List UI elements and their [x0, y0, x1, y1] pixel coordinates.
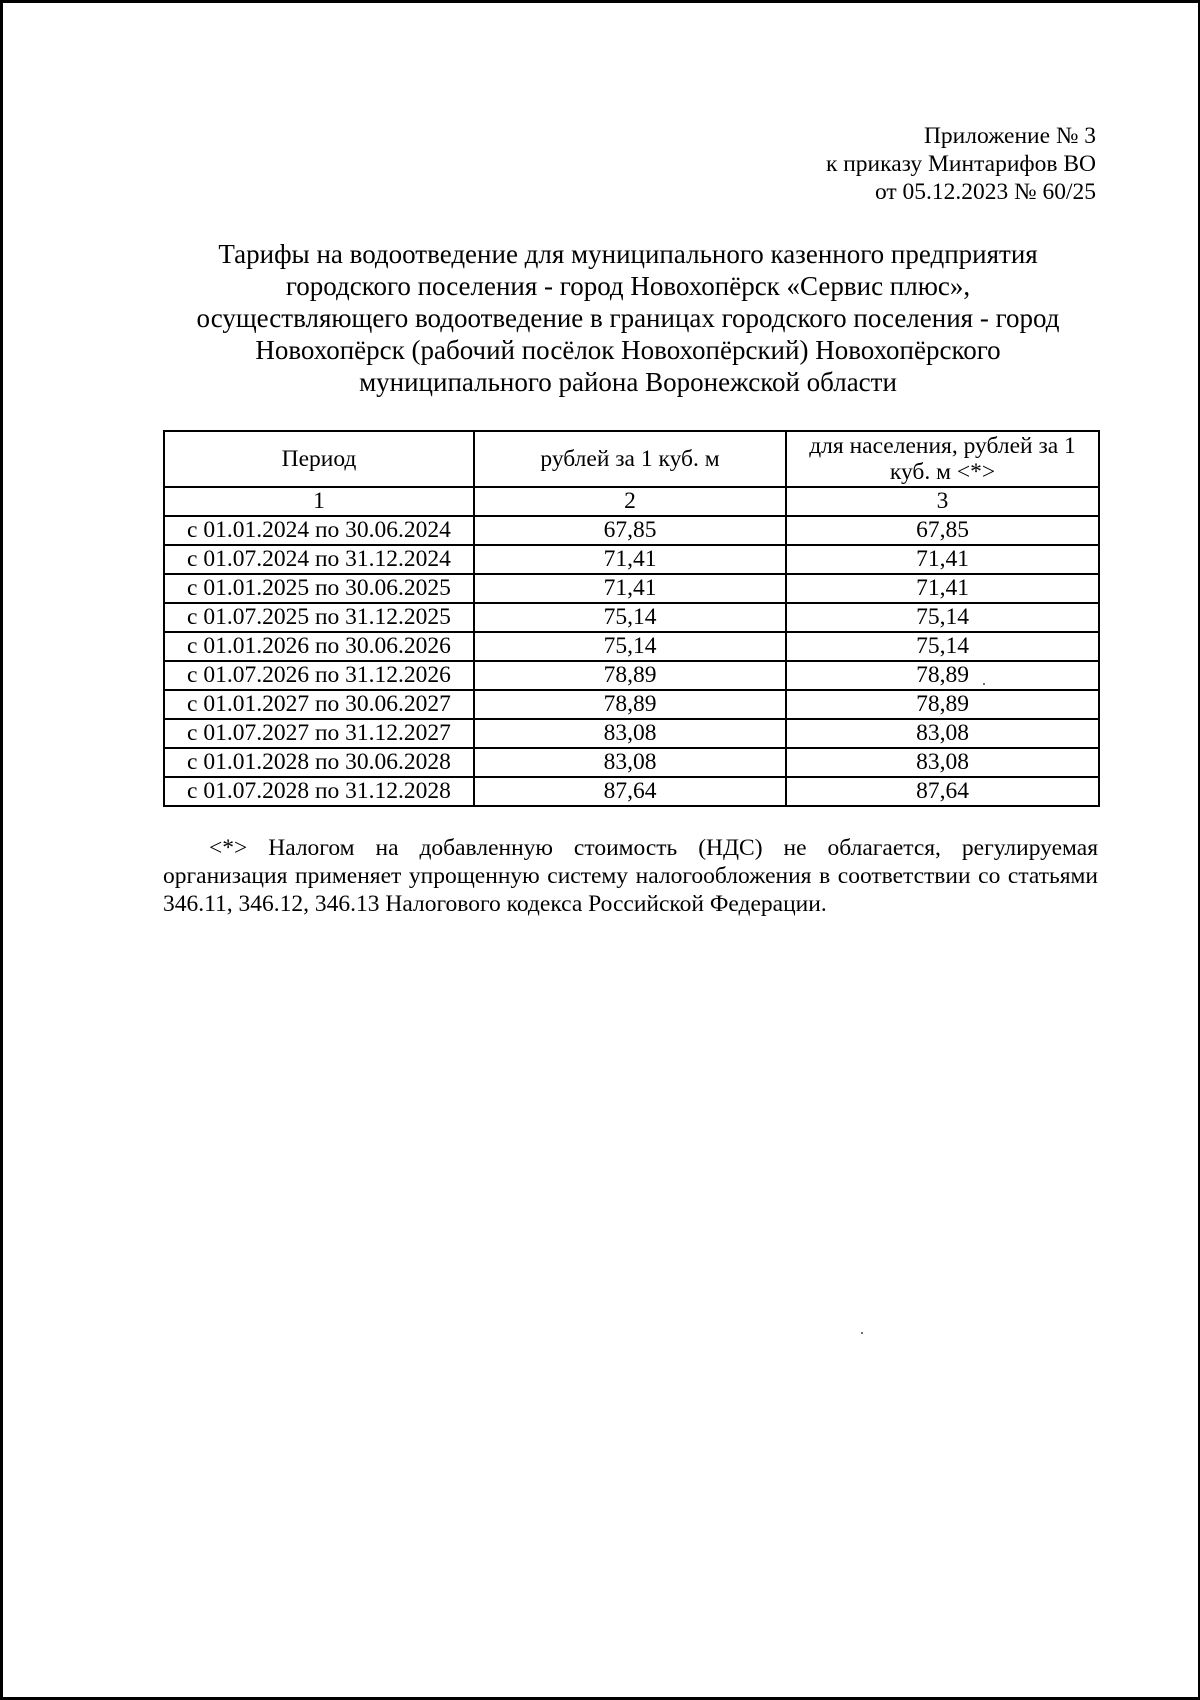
title-line: Новохопёрск (рабочий посёлок Новохопёрский) Новохопёрского — [255, 335, 1001, 365]
population-rate-cell: 78,89 — [786, 661, 1099, 690]
population-rate-cell: 87,64 — [786, 777, 1099, 806]
column-number: 2 — [474, 487, 786, 516]
title-line: городского поселения - город Новохопёрск «Сервис плюс», — [285, 271, 971, 301]
table-row — [164, 603, 1099, 632]
table-row — [164, 661, 1099, 690]
header-population-rate-line2: куб. м <*> — [889, 459, 996, 485]
period-cell: с 01.01.2026 по 30.06.2026 — [164, 632, 474, 661]
population-rate-cell: 75,14 — [786, 603, 1099, 632]
rate-cell: 87,64 — [474, 777, 786, 806]
header-rate: рублей за 1 куб. м — [474, 431, 786, 487]
period-cell: с 01.01.2028 по 30.06.2028 — [164, 748, 474, 777]
period-cell: с 01.01.2024 по 30.06.2024 — [164, 516, 474, 545]
appendix-order-ref: к приказу Минтарифов ВО — [825, 151, 1096, 177]
period-cell: с 01.07.2024 по 31.12.2024 — [164, 545, 474, 574]
table-header-row — [164, 431, 1099, 487]
appendix-order-date: от 05.12.2023 № 60/25 — [874, 179, 1096, 205]
period-cell: с 01.01.2025 по 30.06.2025 — [164, 574, 474, 603]
rate-cell: 83,08 — [474, 748, 786, 777]
document-title — [160, 238, 1096, 398]
table-row — [164, 690, 1099, 719]
population-rate-cell: 75,14 — [786, 632, 1099, 661]
rate-cell: 83,08 — [474, 719, 786, 748]
rate-cell: 75,14 — [474, 603, 786, 632]
table-row — [164, 748, 1099, 777]
population-rate-cell: 71,41 — [786, 545, 1099, 574]
population-rate-cell: 67,85 — [786, 516, 1099, 545]
table-row — [164, 632, 1099, 661]
rate-cell: 78,89 — [474, 661, 786, 690]
column-number-row — [164, 487, 1099, 516]
header-population-rate-line1: для населения, рублей за 1 — [809, 433, 1076, 459]
table-row — [164, 545, 1099, 574]
period-cell: с 01.07.2026 по 31.12.2026 — [164, 661, 474, 690]
population-rate-cell: 83,08 — [786, 748, 1099, 777]
header-population-rate — [786, 431, 1099, 487]
header-period: Период — [164, 431, 474, 487]
table-row — [164, 777, 1099, 806]
table-row — [164, 574, 1099, 603]
period-cell: с 01.07.2025 по 31.12.2025 — [164, 603, 474, 632]
population-rate-cell: 71,41 — [786, 574, 1099, 603]
column-number: 3 — [786, 487, 1099, 516]
title-line: осуществляющего водоотведение в границах городского поселения - город — [196, 303, 1060, 333]
table-row — [164, 719, 1099, 748]
period-cell: с 01.07.2027 по 31.12.2027 — [164, 719, 474, 748]
rate-cell: 71,41 — [474, 574, 786, 603]
footnote-continuation: организация применяет упрощенную систему налогообложения в соответствии со статьями 346.11, 346.12, 346.13 Налогового кодекса Российской Федерации. — [163, 863, 1098, 917]
appendix-header — [826, 122, 1096, 206]
column-number: 1 — [164, 487, 474, 516]
rate-cell: 75,14 — [474, 632, 786, 661]
population-rate-cell: 78,89 — [786, 690, 1099, 719]
rate-cell: 78,89 — [474, 690, 786, 719]
table-row — [164, 516, 1099, 545]
footnote — [163, 834, 1098, 918]
rate-cell: 71,41 — [474, 545, 786, 574]
title-line: Тарифы на водоотведение для муниципального казенного предприятия — [218, 239, 1038, 269]
rate-cell: 67,85 — [474, 516, 786, 545]
population-rate-cell: 83,08 — [786, 719, 1099, 748]
period-cell: с 01.01.2027 по 30.06.2027 — [164, 690, 474, 719]
scan-speck — [861, 1332, 863, 1334]
period-cell: с 01.07.2028 по 31.12.2028 — [164, 777, 474, 806]
footnote-first-line: <*> Налогом на добавленную стоимость (НДС) не облагается, регулируемая — [209, 835, 1098, 861]
scan-speck — [983, 683, 985, 685]
appendix-number: Приложение № 3 — [923, 123, 1096, 149]
title-line: муниципального района Воронежской области — [359, 367, 897, 397]
tariff-table — [163, 430, 1100, 807]
